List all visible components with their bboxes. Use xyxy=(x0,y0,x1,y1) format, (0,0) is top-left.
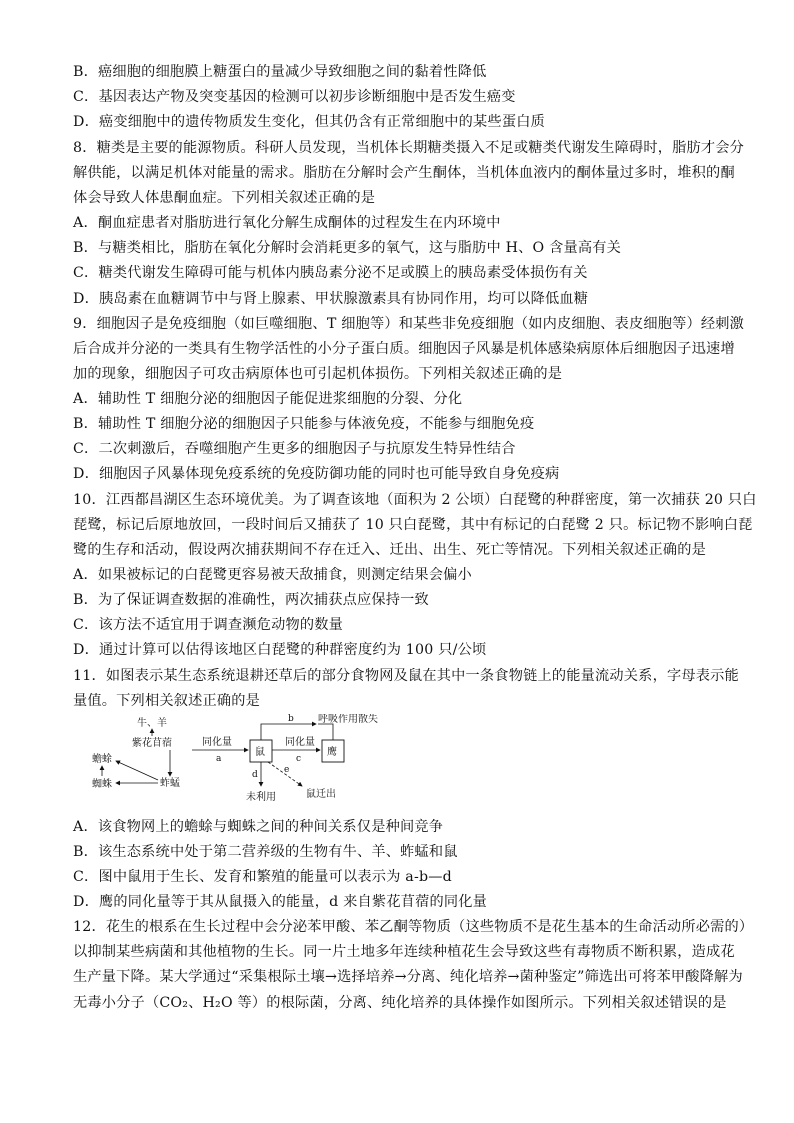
option-10d: D．通过计算可以估得该地区白琵鹭的种群密度约为 100 只/公顷 xyxy=(73,642,487,658)
option-11c: C．图中鼠用于生长、发育和繁殖的能量可以表示为 a-b—d xyxy=(73,869,452,885)
mouse-label: 鼠 xyxy=(255,747,265,758)
question-10-line-1: 10．江西都昌湖区生态环境优美。为了调查该地（面积为 2 公顷）白琵鹭的种群密度，第一次捕获 20 只白 xyxy=(73,492,757,508)
assimilation-label-1: 同化量 xyxy=(202,737,232,748)
question-11-line-1: 11．如图表示某生态系统退耕还草后的部分食物网及鼠在其中一条食物链上的能量流动关系，字母表示能 xyxy=(73,668,739,684)
value-a-label: a xyxy=(216,754,222,764)
cattle-sheep-label: 牛、羊 xyxy=(137,718,167,729)
option-8b: B．与糖类相比，脂肪在氧化分解时会消耗更多的氧气，这与脂肪中 H、O 含量高有关 xyxy=(73,240,622,256)
question-12-line-2: 以抑制某些病菌和其他植物的生长。同一片土地多年连续种植花生会导致这些有毒物质不断积累，造成花 xyxy=(73,944,735,960)
option-7c: C．基因表达产物及突变基因的检测可以初步诊断细胞中是否发生癌变 xyxy=(73,89,516,105)
value-c-label: c xyxy=(296,754,302,764)
question-12-line-4: 无毒小分子（CO₂、H₂O 等）的根际菌，分离、纯化培养的具体操作如图所示。下列相关叙述错误的是 xyxy=(73,995,727,1011)
respiration-loss-label: 呼吸作用散失 xyxy=(318,714,378,725)
question-9-line-2: 后合成并分泌的一类具有生物学活性的小分子蛋白质。细胞因子风暴是机体感染病原体后细胞因子迅速增 xyxy=(73,341,735,357)
option-8c: C．糖类代谢发生障碍可能与机体内胰岛素分泌不足或膜上的胰岛素受体损伤有关 xyxy=(73,265,588,281)
question-9-line-3: 加的现象，细胞因子可攻击病原体也可引起机体损伤。下列相关叙述正确的是 xyxy=(73,366,563,382)
toad-label: 蟾蜍 xyxy=(92,754,112,765)
option-8d: D．胰岛素在血糖调节中与肾上腺素、甲状腺激素具有协同作用，均可以降低血糖 xyxy=(73,291,589,307)
option-9d: D．细胞因子风暴体现免疫系统的免疫防御功能的同时也可能导致自身免疫病 xyxy=(73,466,560,482)
question-11-line-2: 量值。下列相关叙述正确的是 xyxy=(73,693,261,709)
option-10c: C．该方法不适宜用于调查濒危动物的数量 xyxy=(73,617,344,633)
option-10a: A．如果被标记的白琵鹭更容易被天敌捕食，则测定结果会偏小 xyxy=(73,567,472,583)
option-9a: A．辅助性 T 细胞分泌的细胞因子能促进浆细胞的分裂、分化 xyxy=(73,391,463,407)
question-10-line-2: 琵鹭，标记后原地放回，一段时间后又捕获了 10 只白琵鹭，其中有标记的白琵鹭 2 只。标记物不影响白琵 xyxy=(73,517,753,533)
question-8-line-2: 解供能，以满足机体对能量的需求。脂肪在分解时会产生酮体，当机体血液内的酮体量过多时，堆积的酮 xyxy=(73,165,735,181)
question-9-line-1: 9．细胞因子是免疫细胞（如巨噬细胞、T 细胞等）和某些非免疫细胞（如内皮细胞、表皮细胞等）经刺激 xyxy=(73,316,745,332)
assimilation-label-2: 同化量 xyxy=(285,737,315,748)
option-11b: B．该生态系统中处于第二营养级的生物有牛、羊、蚱蜢和鼠 xyxy=(73,844,458,860)
question-8-line-3: 体会导致人体患酮血症。下列相关叙述正确的是 xyxy=(73,190,376,206)
alfalfa-label: 紫花苜蓿 xyxy=(132,738,172,749)
option-7d: D．癌变细胞中的遗传物质发生变化，但其仍含有正常细胞中的某些蛋白质 xyxy=(73,114,545,130)
option-9c: C．二次刺激后，吞噬细胞产生更多的细胞因子与抗原发生特异性结合 xyxy=(73,441,516,457)
value-b-label: b xyxy=(288,714,294,724)
option-11a: A．该食物网上的蟾蜍与蜘蛛之间的种间关系仅是种间竞争 xyxy=(73,819,444,835)
value-e-label: e xyxy=(284,765,290,775)
hawk-label: 鹰 xyxy=(327,747,337,758)
option-10b: B．为了保证调查数据的准确性，两次捕获点应保持一致 xyxy=(73,592,429,608)
question-10-line-3: 鹭的生存和活动，假设两次捕获期间不存在迁入、迁出、出生、死亡等情况。下列相关叙述正确的是 xyxy=(73,542,707,558)
question-8-line-1: 8．糖类是主要的能源物质。科研人员发现，当机体长期糖类摄入不足或糖类代谢发生障碍时，脂肪才会分 xyxy=(73,140,745,156)
mouse-emigration-label: 鼠迁出 xyxy=(306,789,336,800)
option-8a: A．酮血症患者对脂肪进行氧化分解生成酮体的过程发生在内环境中 xyxy=(73,215,501,231)
question-12-line-1: 12．花生的根系在生长过程中会分泌苯甲酸、苯乙酮等物质（这些物质不是花生基本的生命活动所必需的） xyxy=(73,919,754,935)
option-9b: B．辅助性 T 细胞分泌的细胞因子只能参与体液免疫，不能参与细胞免疫 xyxy=(73,416,535,432)
option-7b: B．癌细胞的细胞膜上糖蛋白的量减少导致细胞之间的黏着性降低 xyxy=(73,64,487,80)
unused-label: 未利用 xyxy=(246,792,276,803)
spider-label: 蜘蛛 xyxy=(92,779,112,790)
food-web-energy-flow-diagram xyxy=(90,714,430,804)
grasshopper-label: 蚱蜢 xyxy=(160,778,180,789)
option-11d: D．鹰的同化量等于其从鼠摄入的能量，d 来自紫花苜蓿的同化量 xyxy=(73,894,488,910)
value-d-label: d xyxy=(252,770,258,780)
question-12-line-3: 生产量下降。某大学通过“采集根际土壤→选择培养→分离、纯化培养→菌种鉴定”筛选出可将苯甲酸降解为 xyxy=(73,969,743,985)
